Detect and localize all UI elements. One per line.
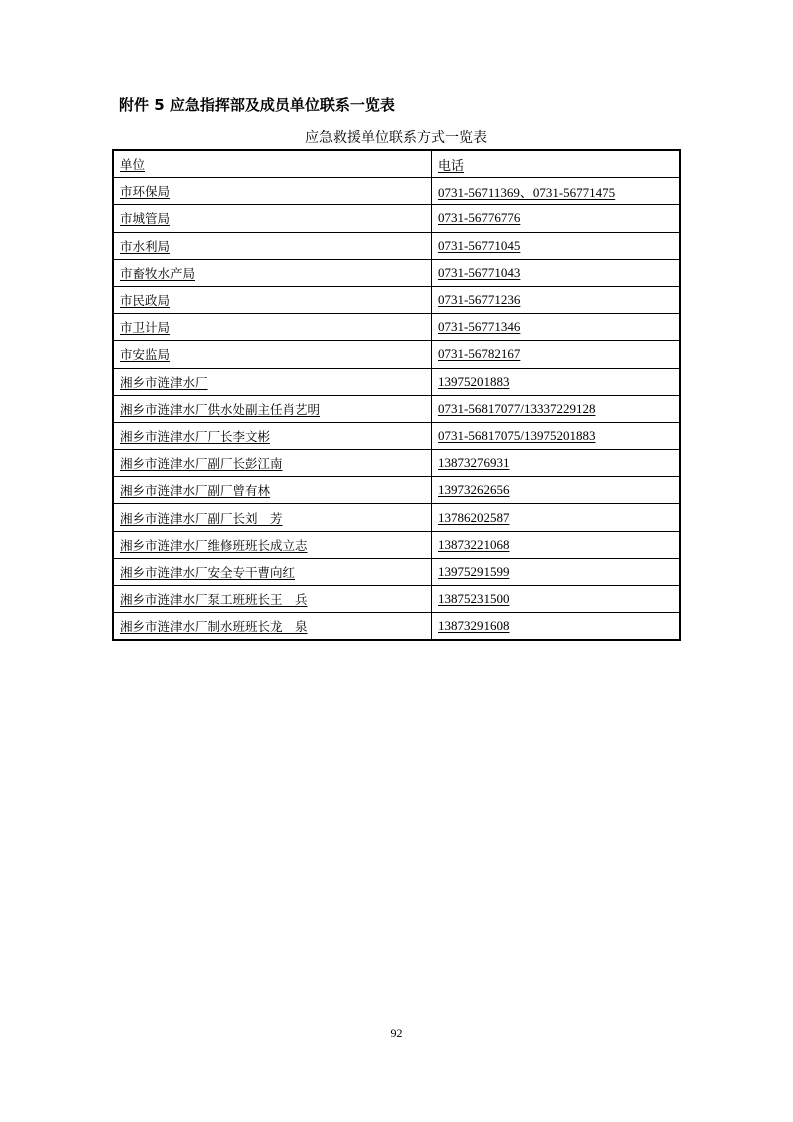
phone-cell <box>432 450 681 477</box>
phone-number: 0731-56771346 <box>438 319 521 335</box>
table-row <box>113 205 680 232</box>
unit-name: 市卫计局 <box>120 320 171 336</box>
phone-number: 0731-56776776 <box>438 210 521 226</box>
unit-cell <box>113 558 432 585</box>
unit-name: 湘乡市涟津水厂制水班班长龙 泉 <box>120 619 308 635</box>
phone-number: 13975201883 <box>438 373 510 389</box>
contacts-table <box>112 149 681 641</box>
phone-cell <box>432 286 681 313</box>
unit-cell <box>113 450 432 477</box>
phone-number: 0731-56782167 <box>438 346 521 362</box>
table-row <box>113 558 680 585</box>
phone-cell <box>432 395 681 422</box>
unit-cell <box>113 341 432 368</box>
unit-name: 湘乡市涟津水厂副厂长刘 芳 <box>120 510 283 526</box>
table-row <box>113 232 680 259</box>
unit-name: 湘乡市涟津水厂维修班班长成立志 <box>120 537 308 553</box>
phone-cell <box>432 422 681 449</box>
phone-number: 0731-56711369、0731-56771475 <box>438 184 616 200</box>
phone-cell <box>432 586 681 613</box>
table-row <box>113 286 680 313</box>
phone-number: 0731-56817077/13337229128 <box>438 400 596 416</box>
phone-cell <box>432 504 681 531</box>
unit-cell <box>113 205 432 232</box>
unit-name: 湘乡市涟津水厂厂长李文彬 <box>120 428 271 444</box>
unit-cell <box>113 504 432 531</box>
table-row <box>113 531 680 558</box>
unit-cell <box>113 259 432 286</box>
unit-name: 市环保局 <box>120 184 171 200</box>
unit-name: 湘乡市涟津水厂副厂曾有林 <box>120 483 271 499</box>
phone-number: 13873291608 <box>438 618 510 634</box>
phone-cell <box>432 232 681 259</box>
table-row <box>113 178 680 205</box>
unit-cell <box>113 286 432 313</box>
table-row <box>113 314 680 341</box>
phone-number: 13975291599 <box>438 563 510 579</box>
unit-name: 湘乡市涟津水厂安全专干曹向红 <box>120 564 296 580</box>
table-row <box>113 450 680 477</box>
header-unit-label: 单位 <box>120 157 146 173</box>
phone-number: 0731-56771043 <box>438 264 521 280</box>
header-phone-label: 电话 <box>438 157 465 173</box>
phone-cell <box>432 368 681 395</box>
page-heading: 附件 5 应急指挥部及成员单位联系一览表 <box>119 96 395 114</box>
phone-number: 13873276931 <box>438 455 510 471</box>
page-number: 92 <box>390 1026 403 1040</box>
table-title: 应急救援单位联系方式一览表 <box>305 130 487 146</box>
phone-number: 0731-56817075/13975201883 <box>438 427 596 443</box>
unit-cell <box>113 395 432 422</box>
phone-cell <box>432 531 681 558</box>
unit-name: 湘乡市涟津水厂副厂长彭江南 <box>120 456 283 472</box>
unit-name: 湘乡市涟津水厂 <box>120 374 208 390</box>
phone-cell <box>432 613 681 641</box>
unit-cell <box>113 422 432 449</box>
table-row <box>113 613 680 641</box>
table-row <box>113 259 680 286</box>
unit-cell <box>113 232 432 259</box>
unit-name: 市畜牧水产局 <box>120 265 196 281</box>
phone-number: 13873221068 <box>438 536 510 552</box>
phone-cell <box>432 341 681 368</box>
unit-name: 市城管局 <box>120 211 171 227</box>
header-cell-phone <box>432 150 681 178</box>
phone-number: 0731-56771045 <box>438 237 521 253</box>
unit-cell <box>113 178 432 205</box>
unit-cell <box>113 368 432 395</box>
table-row <box>113 504 680 531</box>
phone-cell <box>432 259 681 286</box>
header-cell-unit <box>113 150 432 178</box>
unit-cell <box>113 586 432 613</box>
phone-number: 13875231500 <box>438 591 510 607</box>
phone-number: 13786202587 <box>438 509 510 525</box>
unit-name: 市水利局 <box>120 238 171 254</box>
table-row <box>113 586 680 613</box>
table-header-row <box>113 150 680 178</box>
unit-cell <box>113 477 432 504</box>
table-row <box>113 477 680 504</box>
phone-number: 0731-56771236 <box>438 292 521 308</box>
unit-cell <box>113 314 432 341</box>
unit-cell <box>113 613 432 641</box>
table-row <box>113 341 680 368</box>
contacts-table-body <box>113 150 680 640</box>
unit-name: 市民政局 <box>120 293 171 309</box>
phone-cell <box>432 477 681 504</box>
phone-cell <box>432 178 681 205</box>
phone-cell <box>432 558 681 585</box>
phone-number: 13973262656 <box>438 482 510 498</box>
unit-name: 湘乡市涟津水厂供水处副主任肖艺明 <box>120 401 321 417</box>
phone-cell <box>432 205 681 232</box>
table-row <box>113 395 680 422</box>
table-row <box>113 368 680 395</box>
unit-name: 市安监局 <box>120 347 171 363</box>
phone-cell <box>432 314 681 341</box>
unit-cell <box>113 531 432 558</box>
table-row <box>113 422 680 449</box>
unit-name: 湘乡市涟津水厂泵工班班长王 兵 <box>120 592 308 608</box>
